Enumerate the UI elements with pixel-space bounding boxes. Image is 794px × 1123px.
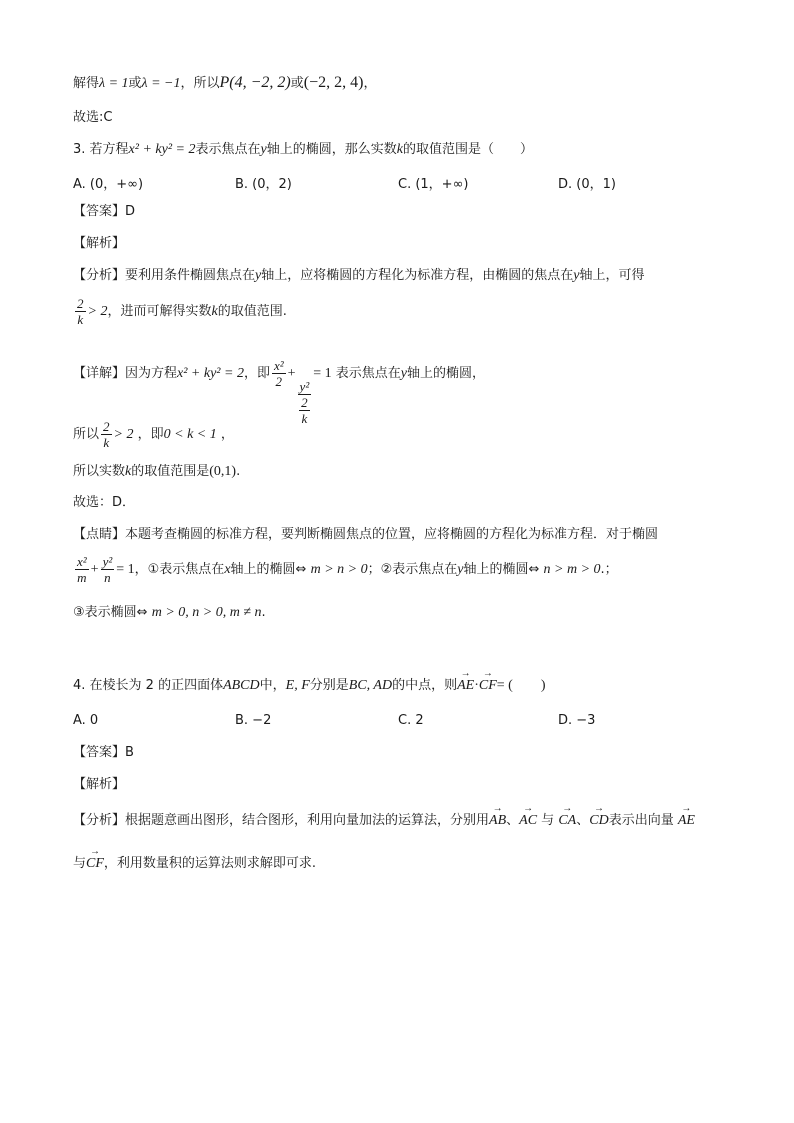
q4-option-d: D. −3	[558, 713, 596, 728]
q3-dianjing-line2: $\frac{\text{x²}}{m}$ + $\frac{\text{y²}}{n}$ = 1，①表示焦点在x轴上的椭圆⇔ m > n > 0；②表示焦点在y轴上的椭圆⇔ n > m > 0.；	[77, 554, 618, 585]
q3-option-a: A. (0，+∞)	[73, 177, 144, 192]
vector-ae-2: → AE	[678, 812, 695, 830]
vector-ab: → AB	[489, 812, 506, 830]
q3-so-line: 所以 $\frac{2}{k}$ > 2 ，即0 < k < 1 ，	[73, 419, 234, 450]
math-lambda-neg1: λ = −1	[141, 76, 181, 91]
q4-fenxi-line1: 【分析】根据题意画出图形，结合图形，利用向量加法的运算法，分别用→ AB、→ AC 与 → CA、→ CD表示出向量 → AE	[73, 812, 695, 830]
vector-ca: → CA	[558, 812, 576, 830]
vector-cf-2: → CF	[86, 855, 104, 873]
fraction-2-over-k-b: $\frac{2}{k}$	[103, 419, 110, 450]
fraction-y2-over-n: $\frac{\text{y²}}{n}$	[102, 554, 113, 585]
vector-cd: → CD	[589, 812, 608, 830]
math-lambda-1: λ = 1	[99, 76, 129, 91]
q4-fenxi-line2: 与→ CF，利用数量积的运算法则求解即可求.	[73, 855, 316, 873]
math-point-p: P(4, −2, 2)	[219, 74, 291, 91]
q3-xiangjie-line: 【详解】因为方程x² + ky² = 2，即 $\frac{\text{x²}}{2}$ + $\frac{\text{y²}}{\frac{2}{k}}$ = 1 表示焦点在y轴上的椭圆，	[73, 358, 486, 426]
q3-fenxi-line1: 【分析】要利用条件椭圆焦点在y轴上，应将椭圆的方程化为标准方程，由椭圆的焦点在y轴上，可得	[73, 268, 645, 283]
math-point-alt: (−2, 2, 4)	[303, 74, 364, 91]
q3-dianjing-line3: ③表示椭圆⇔ m > 0, n > 0, m ≠ n.	[73, 605, 266, 620]
q4-option-a: A. 0	[73, 713, 99, 728]
q3-range-line: 所以实数k的取值范围是(0,1).	[73, 464, 241, 479]
fraction-y2-over-2-over-k: $\frac{\text{y²}}{\frac{2}{k}}$	[299, 379, 310, 426]
q3-option-d: D. (0，1)	[558, 177, 616, 192]
question-3-stem: 3. 若方程x² + ky² = 2表示焦点在y轴上的椭圆，那么实数k的取值范围是（ ）	[73, 142, 533, 157]
q4-analysis-heading: 【解析】	[73, 777, 126, 792]
q3-dianjing-line1: 【点睛】本题考查椭圆的标准方程，要判断椭圆焦点的位置，应将椭圆的方程化为标准方程．对于椭圆	[73, 527, 659, 542]
q3-choose-d: 故选：D．	[73, 495, 136, 510]
q3-answer: 【答案】D	[73, 204, 136, 219]
vector-ac: → AC	[519, 812, 537, 830]
vector-ae: → AE	[457, 677, 474, 695]
choose-c-line: 故选:C	[73, 110, 113, 125]
solution-line-p-coords: 解得λ = 1或λ = −1，所以P(4, −2, 2)或(−2, 2, 4)，	[73, 74, 377, 91]
math-q3-equation: x² + ky² = 2	[128, 142, 196, 157]
q3-analysis-heading: 【解析】	[73, 236, 126, 251]
q3-option-b: B. (0，2)	[235, 177, 292, 192]
q4-option-c: C. 2	[398, 713, 424, 728]
fraction-2-over-k: $\frac{2}{k}$	[77, 296, 84, 327]
vector-cf: → CF	[479, 677, 497, 695]
question-4-stem: 4. 在棱长为 2 的正四面体ABCD中，E, F分别是BC, AD的中点，则→ AE·→ CF= ( )	[73, 677, 546, 695]
q4-answer: 【答案】B	[73, 745, 134, 760]
q4-option-b: B. −2	[235, 713, 272, 728]
fraction-x2-over-m: $\frac{\text{x²}}{m}$	[77, 554, 87, 585]
q3-option-c: C. (1，+∞)	[398, 177, 469, 192]
q3-fenxi-line2: $\frac{2}{k}$ > 2，进而可解得实数k的取值范围.	[77, 296, 287, 327]
fraction-x2-over-2: $\frac{\text{x²}}{2}$	[273, 358, 284, 389]
